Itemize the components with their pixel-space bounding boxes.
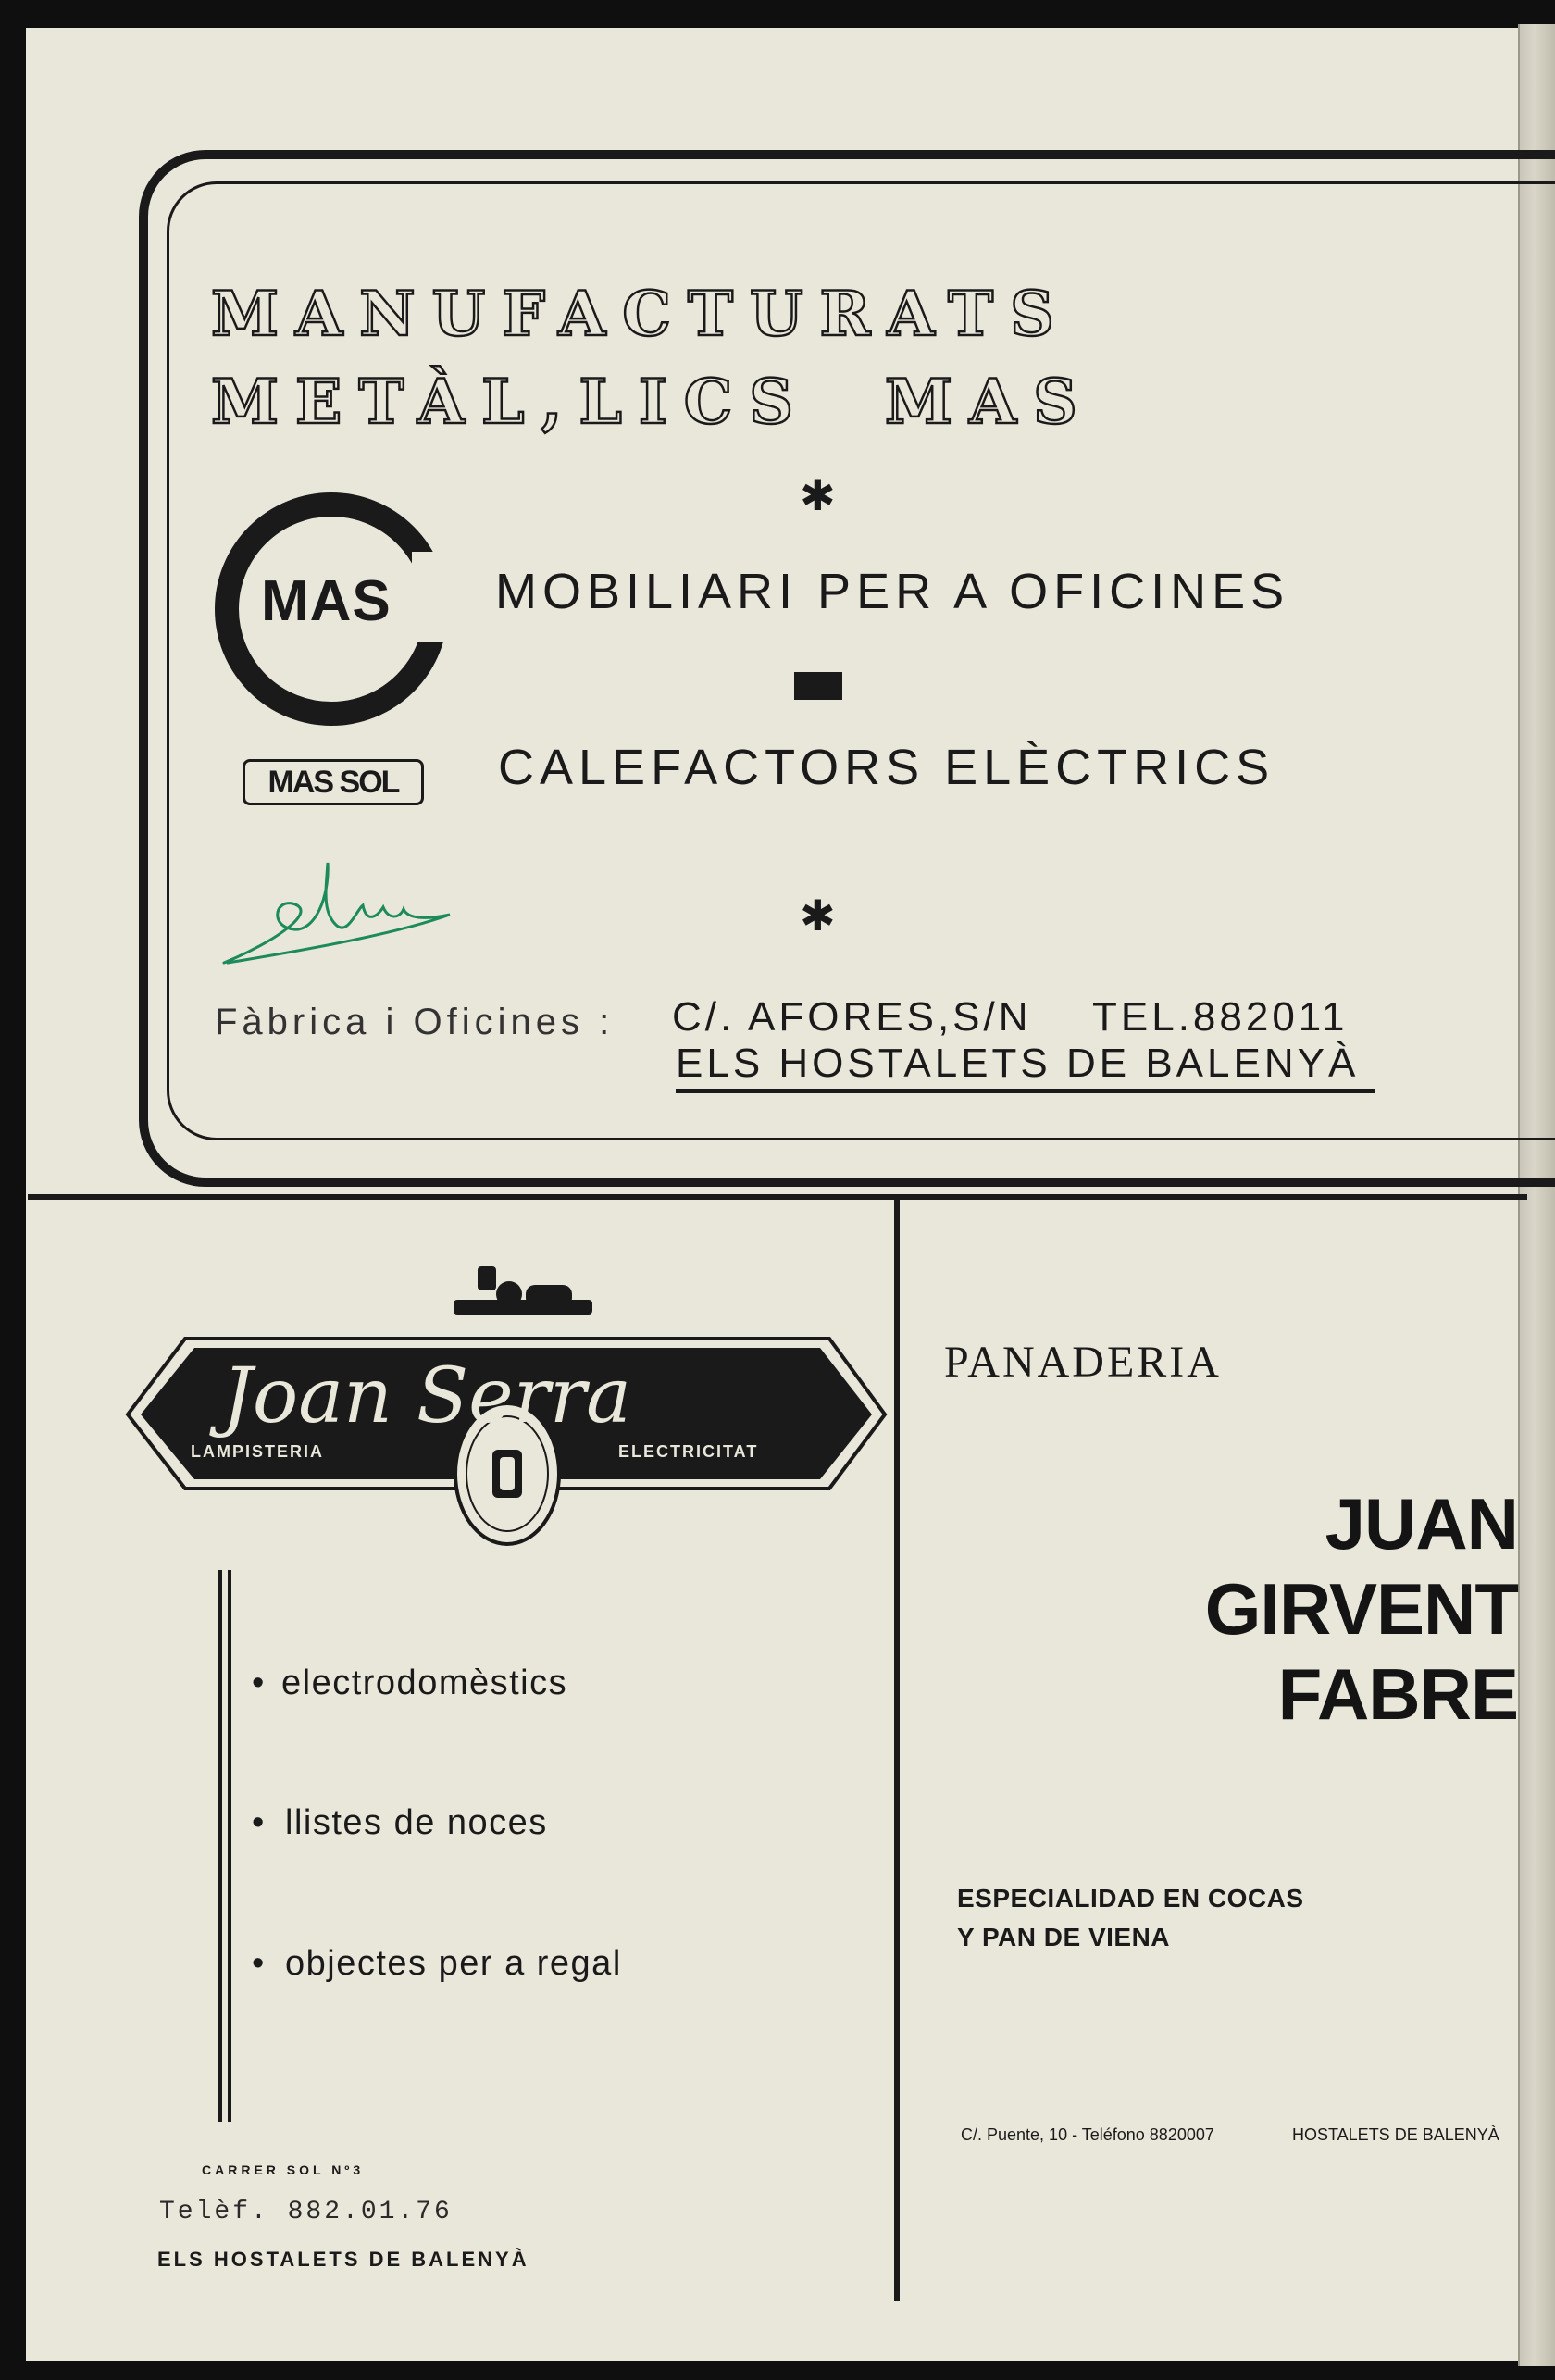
panaderia-specialty-line2: Y PAN DE VIENA [957, 1923, 1171, 1951]
panaderia-address: C/. Puente, 10 - Teléfono 8820007 [961, 2125, 1214, 2144]
signature-image [218, 854, 459, 968]
ad-title-line1: MANUFACTURATS [211, 278, 1071, 350]
lampisteria-label: LAMPISTERIA [191, 1442, 325, 1461]
item-electrodomestics: electrodomèstics [281, 1664, 568, 1702]
joan-serra-logo [120, 1259, 894, 1555]
address-town: ELS HOSTALETS DE BALENYÀ [676, 1040, 1360, 1086]
horizontal-divider [28, 1194, 1527, 1200]
address-street: C/. AFORES,S/N [672, 994, 1032, 1040]
item-llistes-de-noces: llistes de noces [285, 1803, 548, 1842]
address-label: Fàbrica i Oficines : [215, 1002, 615, 1042]
massol-logo: MAS SOL [243, 759, 424, 805]
ad-title-line2: METÀL,LICS MAS [211, 366, 1094, 438]
bullet-icon: • [252, 1664, 266, 1702]
joan-serra-phone: Telèf. 882.01.76 [159, 2198, 453, 2226]
address-underline [676, 1089, 1375, 1093]
joan-serra-street: CARRER SOL Nº3 [202, 2162, 365, 2177]
joan-serra-town: ELS HOSTALETS DE BALENYÀ [157, 2248, 529, 2271]
product-line-furniture: MOBILIARI PER A OFICINES [495, 564, 1290, 619]
panaderia-town: HOSTALETS DE BALENYÀ [1292, 2125, 1499, 2144]
star-icon: ✱ [800, 891, 836, 941]
mas-logo-text: MAS [261, 569, 392, 633]
star-icon: ✱ [800, 470, 836, 520]
product-line-heaters: CALEFACTORS ELÈCTRICS [498, 740, 1275, 795]
panaderia-title: PANADERIA [944, 1338, 1222, 1387]
panaderia-name-line2: GIRVENT [1204, 1568, 1518, 1650]
mas-logo-gap [412, 552, 449, 642]
item-objectes-per-a-regal: objectes per a regal [285, 1944, 622, 1983]
panaderia-name-line3: FABRE [1277, 1653, 1518, 1735]
panaderia-specialty-line1: ESPECIALIDAD EN COCAS [957, 1884, 1304, 1913]
panaderia-name-line1: JUAN [1325, 1483, 1518, 1564]
vertical-divider [894, 1198, 900, 2301]
joan-serra-name: Joan Serra [222, 1352, 631, 1440]
rule-right [228, 1570, 231, 2122]
bullet-icon: • [252, 1803, 266, 1842]
address-phone: TEL.882011 [1092, 994, 1349, 1040]
rule-left [218, 1570, 222, 2122]
electricitat-label: ELECTRICITAT [618, 1442, 759, 1461]
separator-dash [794, 672, 842, 700]
figurines-icon [454, 1266, 592, 1315]
bullet-icon: • [252, 1944, 266, 1983]
